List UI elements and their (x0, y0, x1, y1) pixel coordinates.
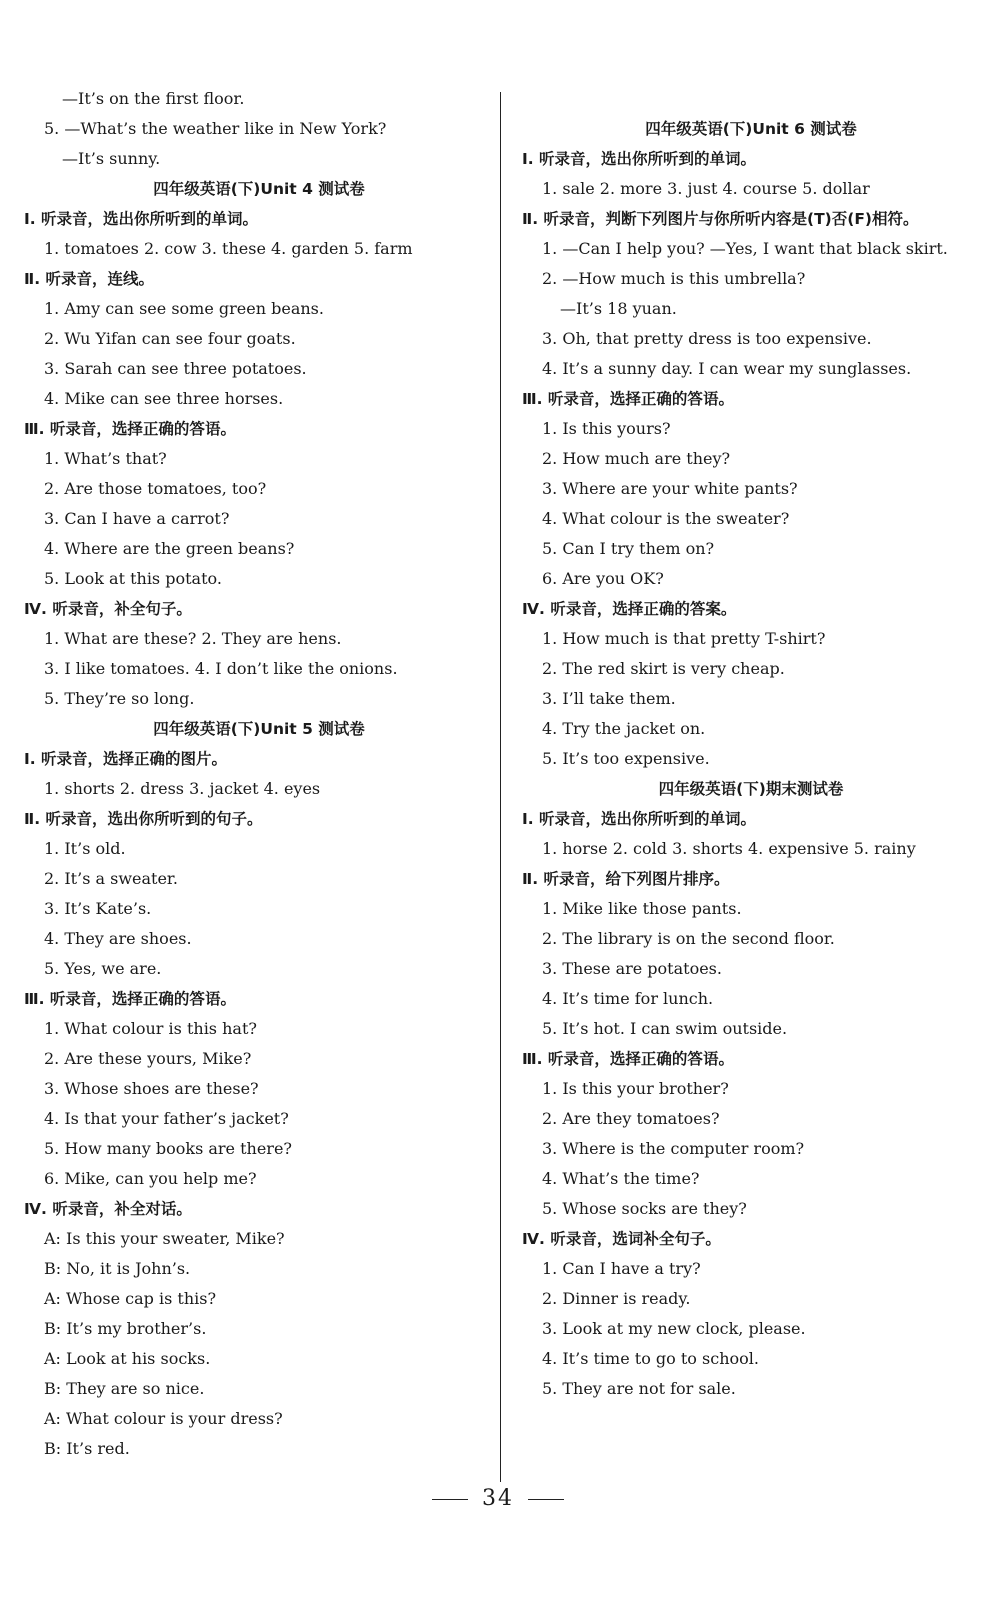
answer-line: 2. The red skirt is very cheap. (542, 659, 785, 678)
answer-line: 3. Sarah can see three potatoes. (44, 359, 307, 378)
answer-line: 2. The library is on the second floor. (542, 929, 835, 948)
answer-line: 5. Whose socks are they? (542, 1199, 747, 1218)
answer-line: 2. It’s a sweater. (44, 869, 178, 888)
answer-line: 2. How much are they? (542, 449, 731, 468)
answer-line: 5. They are not for sale. (542, 1379, 736, 1398)
right-column (522, 84, 980, 1404)
footer-dash-left (432, 1499, 468, 1500)
answer-line: 4. They are shoes. (44, 929, 192, 948)
answer-line: 4. What colour is the sweater? (542, 509, 790, 528)
answer-line: 1. What’s that? (44, 449, 167, 468)
answer-line: 4. Mike can see three horses. (44, 389, 284, 408)
answer-line: 4. It’s time to go to school. (542, 1349, 759, 1368)
answer-line: 1. It’s old. (44, 839, 126, 858)
answer-line: 3. Where are your white pants? (542, 479, 798, 498)
answer-line: 5. How many books are there? (44, 1139, 292, 1158)
test-title: 四年级英语(下)Unit 6 测试卷 (645, 120, 857, 138)
section-heading: Ⅳ. 听录音，选词补全句子。 (522, 1230, 721, 1248)
section-heading: Ⅳ. 听录音，补全对话。 (24, 1200, 192, 1218)
answer-line: 4. Is that your father’s jacket? (44, 1109, 289, 1128)
answer-line: 2. Are these yours, Mike? (44, 1049, 252, 1068)
answer-line: —It’s sunny. (62, 149, 161, 168)
answer-line: 4. Try the jacket on. (542, 719, 706, 738)
test-title: 四年级英语(下)期末测试卷 (658, 780, 844, 798)
answer-line: 5. They’re so long. (44, 689, 195, 708)
answer-line: 3. Oh, that pretty dress is too expensive. (542, 329, 872, 348)
answer-line: 5. It’s too expensive. (542, 749, 710, 768)
section-heading: Ⅲ. 听录音，选择正确的答语。 (24, 420, 236, 438)
answer-line: 2. Are they tomatoes? (542, 1109, 720, 1128)
answer-line: 1. Mike like those pants. (542, 899, 742, 918)
answer-line: 5. Can I try them on? (542, 539, 715, 558)
section-heading: Ⅰ. 听录音，选出你所听到的单词。 (522, 150, 757, 168)
answer-line: 1. What colour is this hat? (44, 1019, 257, 1038)
answer-line: 3. It’s Kate’s. (44, 899, 152, 918)
answer-line: 1. What are these? 2. They are hens. (44, 629, 342, 648)
section-heading: Ⅱ. 听录音，连线。 (24, 270, 154, 288)
answer-line: B: It’s my brother’s. (44, 1319, 207, 1338)
answer-line: 3. Where is the computer room? (542, 1139, 805, 1158)
answer-line: A: Is this your sweater, Mike? (44, 1229, 285, 1248)
section-heading: Ⅲ. 听录音，选择正确的答语。 (522, 390, 734, 408)
column-divider (500, 92, 501, 1482)
test-title: 四年级英语(下)Unit 5 测试卷 (153, 720, 365, 738)
section-heading: Ⅳ. 听录音，补全句子。 (24, 600, 192, 618)
answer-line: 3. Look at my new clock, please. (542, 1319, 806, 1338)
answer-line: 3. Can I have a carrot? (44, 509, 230, 528)
answer-line: 2. Dinner is ready. (542, 1289, 691, 1308)
answer-line: 4. Where are the green beans? (44, 539, 295, 558)
answer-line: 1. horse 2. cold 3. shorts 4. expensive 5. rainy (542, 839, 916, 858)
answer-line: 4. What’s the time? (542, 1169, 700, 1188)
answer-line: 2. —How much is this umbrella? (542, 269, 806, 288)
answer-line: 5. —What’s the weather like in New York? (44, 119, 387, 138)
answer-line: 6. Mike, can you help me? (44, 1169, 257, 1188)
answer-line: 1. Is this yours? (542, 419, 671, 438)
section-heading: Ⅲ. 听录音，选择正确的答语。 (24, 990, 236, 1008)
answer-line: 2. Are those tomatoes, too? (44, 479, 267, 498)
answer-line: B: No, it is John’s. (44, 1259, 191, 1278)
section-heading: Ⅰ. 听录音，选出你所听到的单词。 (522, 810, 757, 828)
left-column (24, 84, 494, 1464)
answer-line: B: It’s red. (44, 1439, 130, 1458)
answer-line: 5. Look at this potato. (44, 569, 222, 588)
test-title: 四年级英语(下)Unit 4 测试卷 (153, 180, 365, 198)
answer-line: B: They are so nice. (44, 1379, 205, 1398)
answer-line: 1. How much is that pretty T-shirt? (542, 629, 826, 648)
section-heading: Ⅰ. 听录音，选择正确的图片。 (24, 750, 228, 768)
answer-line: 2. Wu Yifan can see four goats. (44, 329, 296, 348)
answer-line: 3. I’ll take them. (542, 689, 676, 708)
page-number-footer (0, 1486, 996, 1511)
answer-line: A: Whose cap is this? (44, 1289, 217, 1308)
answer-line: 3. Whose shoes are these? (44, 1079, 259, 1098)
answer-line: 4. It’s a sunny day. I can wear my sunglasses. (542, 359, 912, 378)
answer-line: 1. —Can I help you? —Yes, I want that black skirt. (542, 239, 948, 258)
answer-line: —It’s on the first floor. (62, 89, 245, 108)
page-number: 34 (482, 1486, 514, 1511)
answer-line: 1. Is this your brother? (542, 1079, 729, 1098)
section-heading: Ⅲ. 听录音，选择正确的答语。 (522, 1050, 734, 1068)
section-heading: Ⅱ. 听录音，给下列图片排序。 (522, 870, 730, 888)
section-heading: Ⅰ. 听录音，选出你所听到的单词。 (24, 210, 259, 228)
answer-line: —It’s 18 yuan. (560, 299, 677, 318)
answer-line: 5. Yes, we are. (44, 959, 162, 978)
answer-line: 6. Are you OK? (542, 569, 664, 588)
answer-line: 4. It’s time for lunch. (542, 989, 714, 1008)
answer-line: 3. These are potatoes. (542, 959, 722, 978)
answer-line: 1. Can I have a try? (542, 1259, 701, 1278)
section-heading: Ⅱ. 听录音，判断下列图片与你所听内容是(T)否(F)相符。 (522, 210, 919, 228)
answer-line: 1. Amy can see some green beans. (44, 299, 324, 318)
footer-dash-right (528, 1499, 564, 1500)
answer-line: 1. tomatoes 2. cow 3. these 4. garden 5. farm (44, 239, 413, 258)
answer-line: 1. sale 2. more 3. just 4. course 5. dollar (542, 179, 870, 198)
answer-line: 1. shorts 2. dress 3. jacket 4. eyes (44, 779, 321, 798)
section-heading: Ⅱ. 听录音，选出你所听到的句子。 (24, 810, 263, 828)
answer-line: 3. I like tomatoes. 4. I don’t like the onions. (44, 659, 398, 678)
answer-line: A: Look at his socks. (44, 1349, 211, 1368)
blank-line (522, 84, 980, 114)
section-heading: Ⅳ. 听录音，选择正确的答案。 (522, 600, 737, 618)
answer-line: 5. It’s hot. I can swim outside. (542, 1019, 788, 1038)
answer-line: A: What colour is your dress? (44, 1409, 283, 1428)
